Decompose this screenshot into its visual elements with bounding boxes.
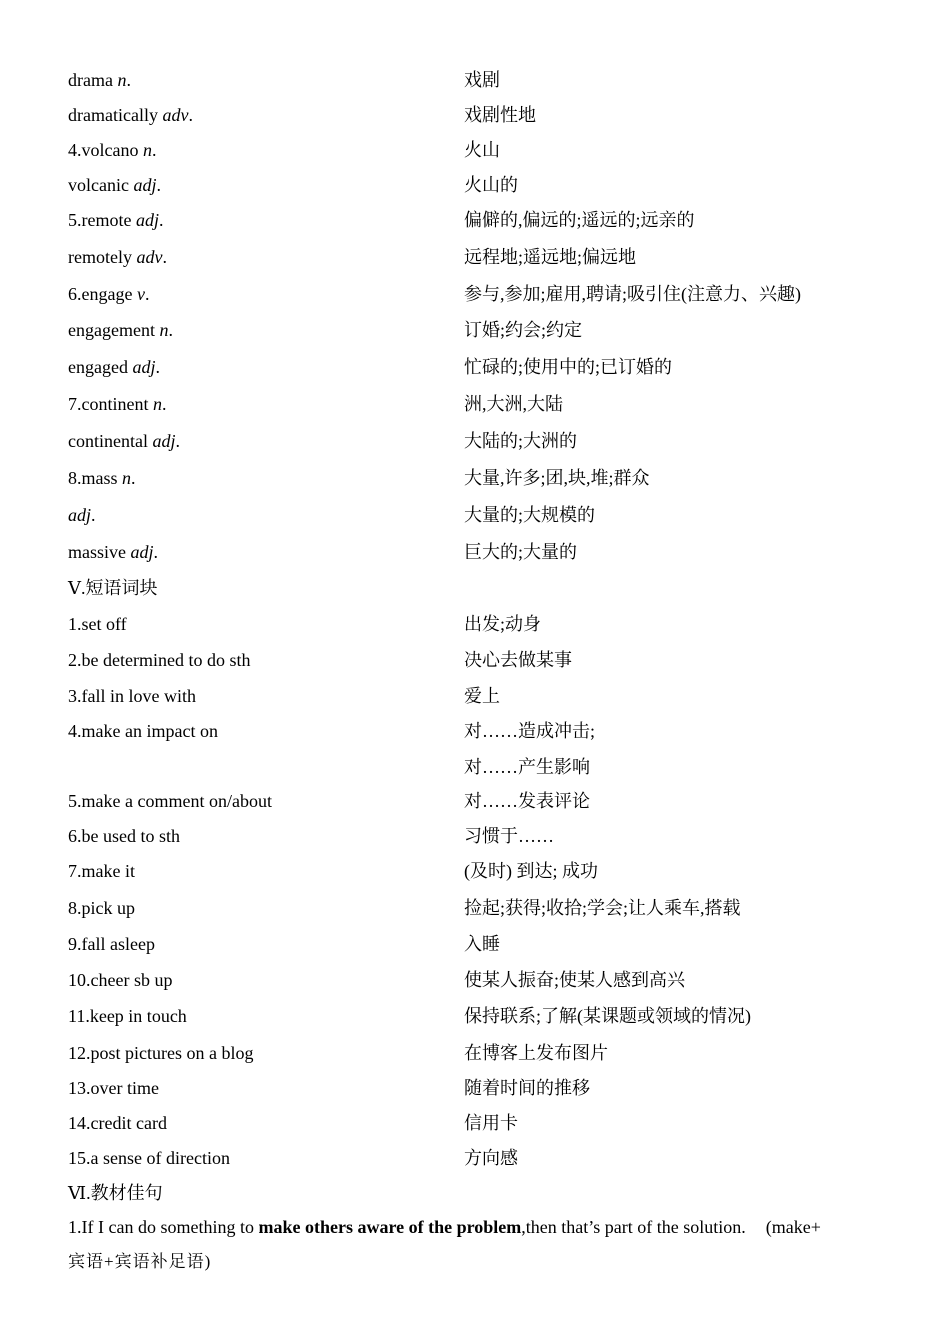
- vocab-word: massive adj.: [68, 542, 159, 562]
- vocab-meaning: 火山: [464, 140, 500, 160]
- phrase-en: 7.make it: [68, 861, 135, 881]
- grammar-note-end: 宾语+宾语补足语): [68, 1252, 212, 1271]
- vocab-word: dramatically adv.: [68, 105, 193, 125]
- sentence-suffix: ,then that’s part of the solution.: [521, 1217, 746, 1237]
- phrase-zh: 对……产生影响: [464, 757, 590, 777]
- vocab-row: [68, 540, 888, 564]
- phrase-zh: 捡起;获得;收拾;学会;让人乘车,搭载: [464, 898, 741, 918]
- vocab-row: [68, 68, 888, 92]
- vocab-row: [68, 429, 888, 453]
- vocab-word: 8.mass n.: [68, 468, 136, 488]
- vocab-row: [68, 173, 888, 197]
- vocab-word: 5.remote adj.: [68, 210, 164, 230]
- phrase-zh: 对……发表评论: [464, 791, 590, 811]
- phrase-zh: (及时) 到达; 成功: [464, 861, 598, 881]
- sentence-highlight: make others aware of the problem: [258, 1217, 522, 1237]
- vocab-meaning: 火山的: [464, 175, 518, 195]
- phrase-row: [68, 1004, 888, 1028]
- phrase-row: [68, 932, 888, 956]
- vocab-meaning: 大量的;大规模的: [464, 505, 596, 525]
- vocab-row: [68, 392, 888, 416]
- phrase-zh: 出发;动身: [464, 614, 542, 634]
- phrase-row: [68, 1146, 888, 1170]
- vocab-word: remotely adv.: [68, 247, 167, 267]
- vocab-meaning: 洲,大洲,大陆: [464, 394, 563, 414]
- phrase-row: [68, 612, 888, 636]
- vocab-meaning: 订婚;约会;约定: [464, 320, 583, 340]
- phrase-zh: 随着时间的推移: [464, 1078, 590, 1098]
- vocab-row: [68, 103, 888, 127]
- vocab-word: drama n.: [68, 70, 131, 90]
- phrase-en: 8.pick up: [68, 898, 135, 918]
- phrase-en: 9.fall asleep: [68, 934, 155, 954]
- phrase-row: [68, 896, 888, 920]
- phrase-en: 5.make a comment on/about: [68, 791, 272, 811]
- phrase-en: 14.credit card: [68, 1113, 167, 1133]
- sentence-prefix: 1.If I can do something to: [68, 1217, 259, 1237]
- vocab-word: continental adj.: [68, 431, 180, 451]
- phrase-row: [68, 968, 888, 992]
- phrase-row: [68, 684, 888, 708]
- phrase-row: [68, 719, 888, 743]
- vocab-word: engaged adj.: [68, 357, 160, 377]
- phrase-zh: 决心去做某事: [464, 650, 572, 670]
- vocab-meaning: 大量,许多;团,块,堆;群众: [464, 468, 650, 488]
- vocab-row: [68, 282, 888, 306]
- phrase-en: 4.make an impact on: [68, 721, 218, 741]
- phrase-en: 10.cheer sb up: [68, 970, 173, 990]
- phrase-row: [68, 789, 888, 813]
- phrase-row: [68, 824, 888, 848]
- phrase-zh: 使某人振奋;使某人感到高兴: [464, 970, 685, 990]
- vocab-word: 6.engage v.: [68, 284, 150, 304]
- phrase-row: [68, 755, 888, 779]
- phrase-en: 2.be determined to do sth: [68, 650, 251, 670]
- vocab-meaning: 巨大的;大量的: [464, 542, 578, 562]
- example-sentence: [68, 1215, 888, 1239]
- phrase-en: 11.keep in touch: [68, 1006, 187, 1026]
- phrase-row: [68, 1076, 888, 1100]
- vocab-row: [68, 138, 888, 162]
- phrase-en: 13.over time: [68, 1078, 159, 1098]
- vocab-meaning: 戏剧性地: [464, 105, 536, 125]
- phrase-row: [68, 648, 888, 672]
- phrase-row: [68, 1111, 888, 1135]
- phrase-zh: 对……造成冲击;: [464, 721, 596, 741]
- vocab-meaning: 远程地;遥远地;偏远地: [464, 247, 637, 267]
- vocab-word: engagement n.: [68, 320, 173, 340]
- vocab-meaning: 戏剧: [464, 70, 500, 90]
- phrase-zh: 入睡: [464, 934, 500, 954]
- section-heading-phrases: Ⅴ.短语词块: [68, 578, 158, 598]
- phrase-en: 6.be used to sth: [68, 826, 180, 846]
- vocab-word: 4.volcano n.: [68, 140, 157, 160]
- phrase-row: [68, 1041, 888, 1065]
- vocab-row: [68, 245, 888, 269]
- vocab-meaning: 偏僻的,偏远的;遥远的;远亲的: [464, 210, 695, 230]
- vocab-row: [68, 208, 888, 232]
- phrase-zh: 信用卡: [464, 1113, 518, 1133]
- vocab-row: [68, 503, 888, 527]
- vocab-meaning: 大陆的;大洲的: [464, 431, 578, 451]
- vocab-row: [68, 318, 888, 342]
- vocab-word: adj.: [68, 505, 96, 525]
- phrase-en: 3.fall in love with: [68, 686, 196, 706]
- vocab-word: 7.continent n.: [68, 394, 167, 414]
- phrase-zh: 保持联系;了解(某课题或领域的情况): [464, 1006, 751, 1026]
- section-heading-sentences: Ⅵ.教材佳句: [68, 1183, 163, 1203]
- phrase-zh: 在博客上发布图片: [464, 1043, 608, 1063]
- grammar-note-start: (make+: [765, 1217, 821, 1237]
- phrase-row: [68, 859, 888, 883]
- vocab-meaning: 参与,参加;雇用,聘请;吸引住(注意力、兴趣): [464, 284, 801, 304]
- vocab-row: [68, 355, 888, 379]
- phrase-en: 1.set off: [68, 614, 127, 634]
- phrase-zh: 方向感: [464, 1148, 518, 1168]
- vocab-row: [68, 466, 888, 490]
- vocab-word: volcanic adj.: [68, 175, 161, 195]
- vocab-meaning: 忙碌的;使用中的;已订婚的: [464, 357, 673, 377]
- phrase-zh: 爱上: [464, 686, 500, 706]
- phrase-en: 12.post pictures on a blog: [68, 1043, 254, 1063]
- phrase-zh: 习惯于……: [464, 826, 554, 846]
- phrase-en: 15.a sense of direction: [68, 1148, 230, 1168]
